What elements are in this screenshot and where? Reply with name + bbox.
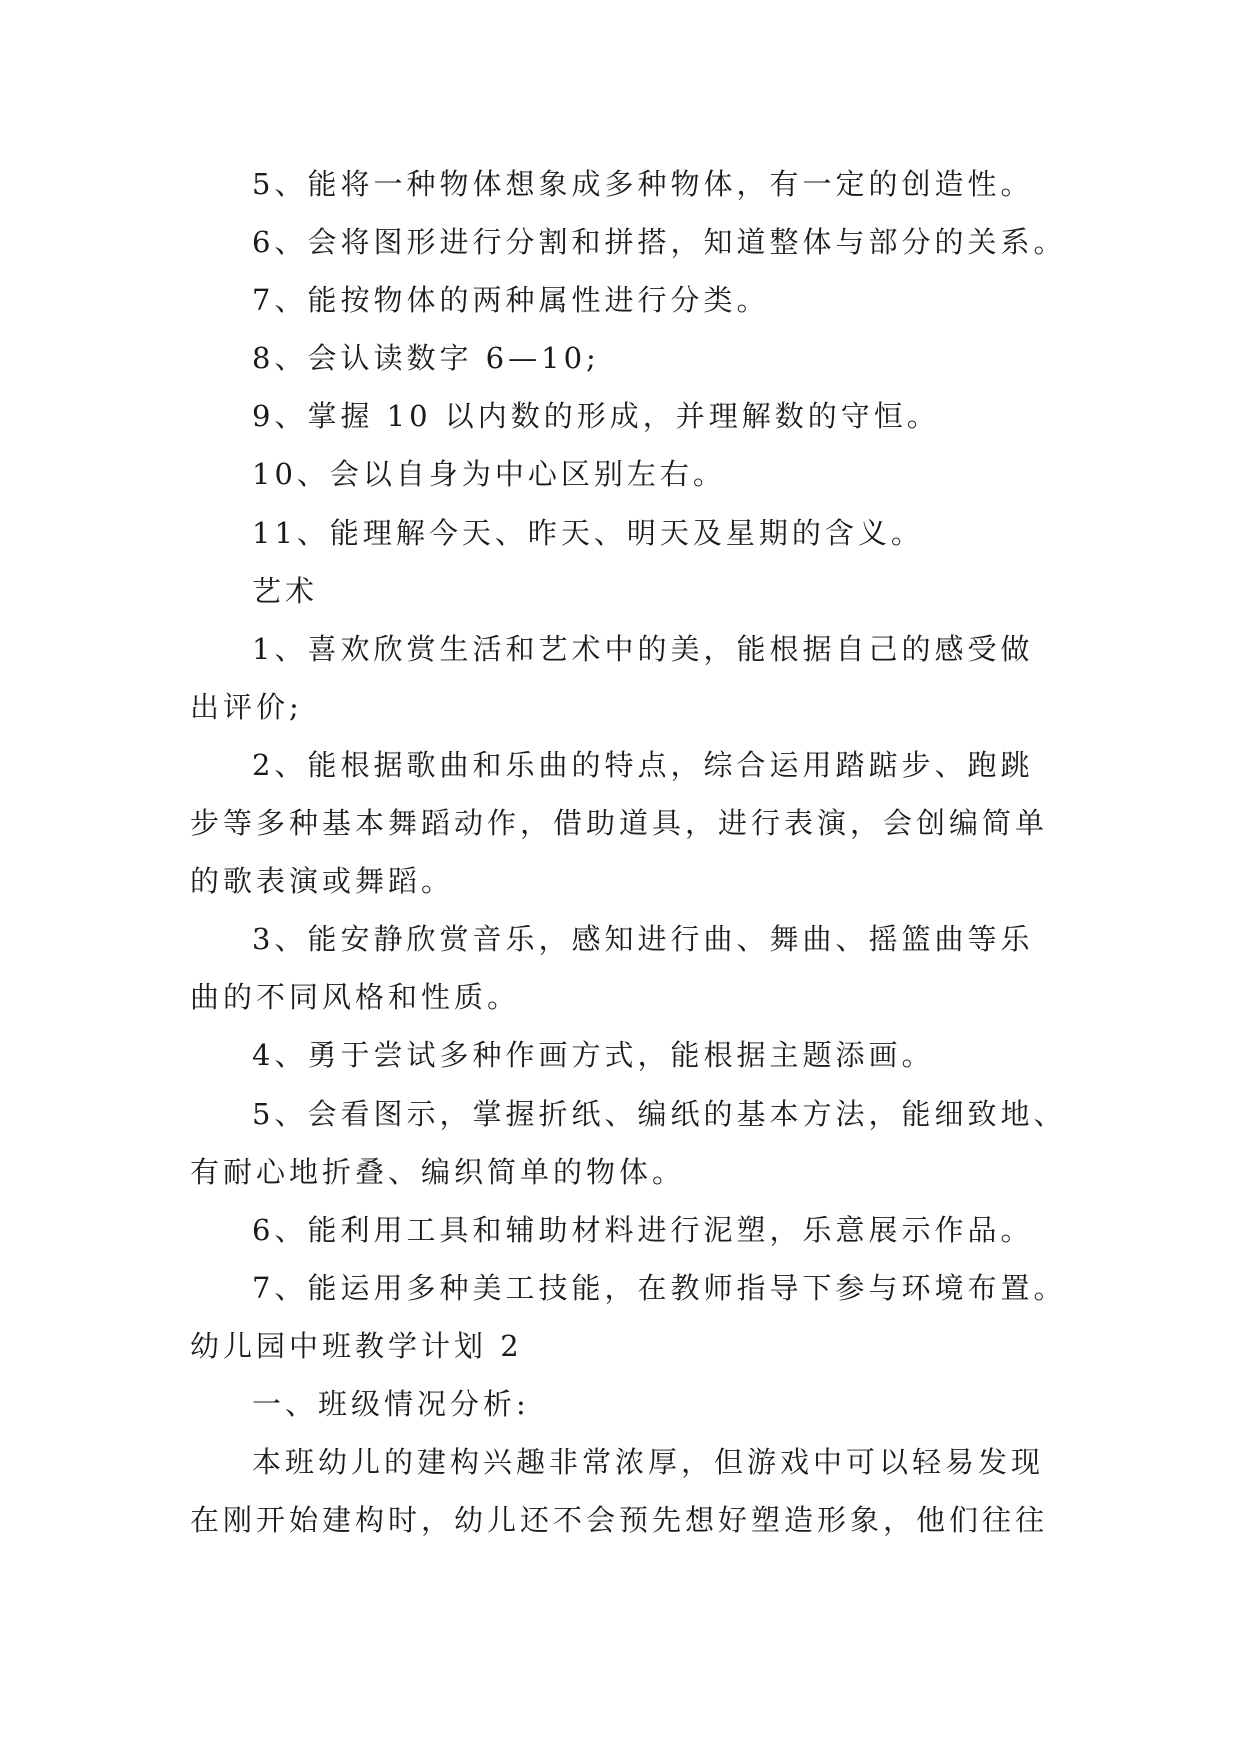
text-line: 8、会认读数字 6—10;: [252, 341, 600, 376]
text-line: 一、班级情况分析:: [252, 1386, 530, 1421]
text-line: 5、能将一种物体想象成多种物体，有一定的创造性。: [252, 167, 1034, 201]
text-line: 2、能根据歌曲和乐曲的特点，综合运用踏踮步、跑跳: [252, 747, 1034, 782]
text-line: 4、勇于尝试多种作画方式，能根据主题添画。: [252, 1038, 935, 1073]
text-line: 10、会以自身为中心区别左右。: [252, 457, 726, 492]
text-line: 步等多种基本舞蹈动作，借助道具，进行表演，会创编简单: [190, 806, 1049, 841]
text-line: 7、能运用多种美工技能，在教师指导下参与环境布置。: [252, 1270, 1067, 1305]
text-line: 的歌表演或舞蹈。: [190, 864, 455, 899]
text-line: 有耐心地折叠、编织简单的物体。: [190, 1154, 686, 1189]
text-line: 本班幼儿的建构兴趣非常浓厚，但游戏中可以轻易发现: [252, 1445, 1045, 1480]
text-line: 7、能按物体的两种属性进行分类。: [252, 283, 770, 318]
text-line: 曲的不同风格和性质。: [190, 980, 521, 1015]
text-line: 3、能安静欣赏音乐，感知进行曲、舞曲、摇篮曲等乐: [252, 922, 1034, 957]
text-line: 6、会将图形进行分割和拼搭，知道整体与部分的关系。: [252, 225, 1067, 260]
text-line: 9、掌握 10 以内数的形成，并理解数的守恒。: [252, 399, 940, 434]
text-line: 1、喜欢欣赏生活和艺术中的美，能根据自己的感受做: [252, 631, 1034, 666]
text-line: 11、能理解今天、昨天、明天及星期的含义。: [252, 515, 924, 550]
text-line: 出评价;: [190, 689, 303, 724]
text-line: 在刚开始建构时，幼儿还不会预先想好塑造形象，他们往往: [190, 1503, 1049, 1538]
document-body: [190, 155, 1070, 1549]
text-line: 艺术: [252, 573, 319, 608]
text-line: 幼儿园中班教学计划 2: [190, 1328, 523, 1363]
text-line: 5、会看图示，掌握折纸、编纸的基本方法，能细致地、: [252, 1096, 1067, 1131]
text-line: 6、能利用工具和辅助材料进行泥塑，乐意展示作品。: [252, 1212, 1034, 1247]
